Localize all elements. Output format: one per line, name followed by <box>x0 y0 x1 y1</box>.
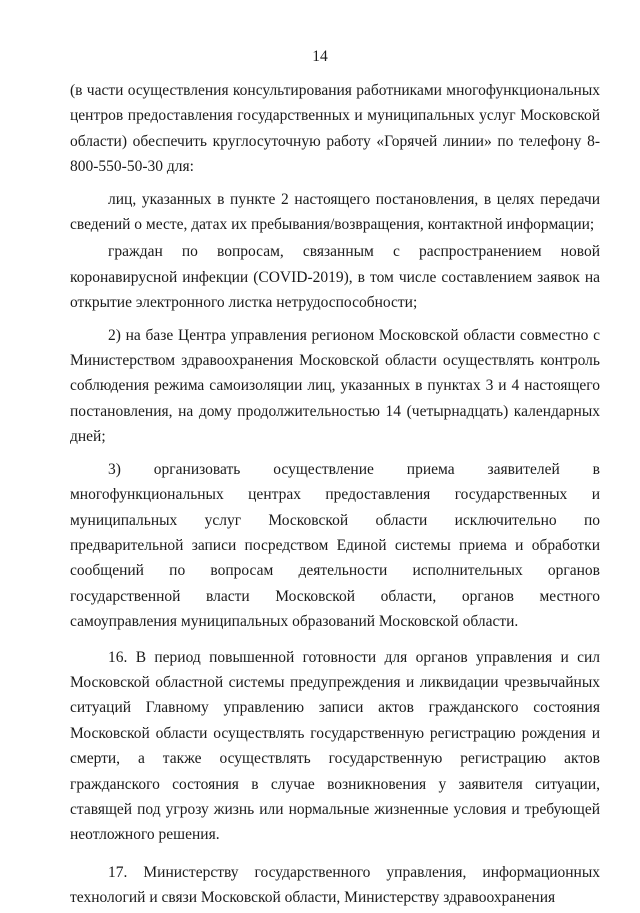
document-body <box>70 78 600 913</box>
paragraph-section-16: 16. В период повышенной готовности для органов управления и сил Московской областной системы предупреждения и ликвидации чрезвычайных ситуаций Главному управлению записи актов гражданского состояния Московской области осуществлять государственную регистрацию рождения и смерти, а также осуществлять государственную регистрацию актов гражданского состояния в случае возникновения у заявителя ситуации, ставящей под угрозу жизнь или нормальные жизненные условия и требующей неотложного решения. <box>70 648 600 844</box>
paragraph-item-2: 2) на базе Центра управления регионом Московской области совместно с Министерством здравоохранения Московской области осуществлять контроль соблюдения режима самоизоляции лиц, указанных в пунктах 3 и 4 настоящего постановления, на дому продолжительностью 14 (четырнадцать) календарных дней; <box>70 326 600 446</box>
paragraph-section-17: 17. Министерству государственного управления, информационных технологий и связи Московской области, Министерству здравоохранения <box>70 863 600 907</box>
page-number: 14 <box>312 48 328 65</box>
paragraph-hotline-intro: (в части осуществления консультирования работниками многофункциональных центров предоставления государственных и муниципальных услуг Московской области) обеспечить круглосуточную работу «Горячей линии» по телефону 8-800-550-50-30 для: <box>70 82 600 176</box>
paragraph-hotline-citizens: граждан по вопросам, связанным с распространением новой коронавирусной инфекции (COVID-2019), в том числе составлением заявок на открытие электронного листка нетрудоспособности; <box>70 243 600 312</box>
paragraph-item-3: 3) организовать осуществление приема заявителей в многофункциональных центрах предоставления государственных и муниципальных услуг Московской области исключительно по предварительной записи посредством Единой системы приема и обработки сообщений по вопросам деятельности исполнительных органов государственной власти Московской области, органов местного самоуправления муниципальных образований Московской области. <box>70 460 600 631</box>
paragraph-hotline-persons: лиц, указанных в пункте 2 настоящего постановления, в целях передачи сведений о месте, датах их пребывания/возвращения, контактной информации; <box>70 190 600 234</box>
